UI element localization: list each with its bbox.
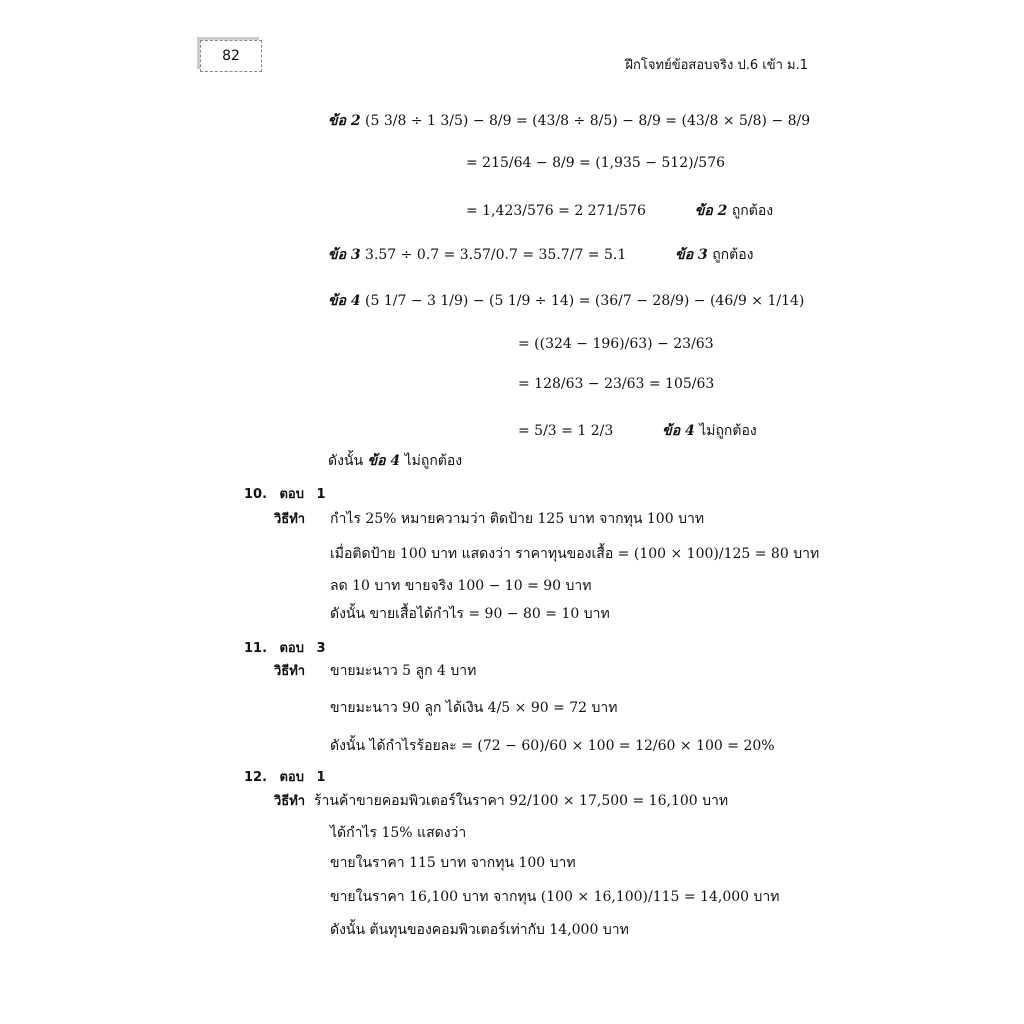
- q11-line: ขายมะนาว 5 ลูก 4 บาท: [330, 663, 477, 679]
- q11-method-row: [274, 660, 305, 681]
- q10-line: ดังนั้น ขายเสื้อได้กำไร = 90 − 80 = 10 บาท: [330, 606, 610, 622]
- item3-line1: 3.57 ÷ 0.7 = 3.57/0.7 = 35.7/7 = 5.1: [365, 247, 627, 263]
- item2-verdict: ถูกต้อง: [731, 203, 774, 219]
- page-number: 82: [200, 40, 262, 72]
- q10-line: กำไร 25% หมายความว่า ติดป้าย 125 บาท จากทุน 100 บาท: [330, 511, 705, 527]
- item2-line3-row: [466, 200, 773, 222]
- item2-label: ข้อ 2: [328, 113, 361, 129]
- conclusion-row: [328, 450, 462, 472]
- item4-line4: = 5/3 = 1 2/3: [518, 423, 614, 439]
- q12-line: ขายในราคา 115 บาท จากทุน 100 บาท: [330, 855, 576, 871]
- q12-number: 12.: [244, 770, 268, 785]
- item4-line1-row: [328, 290, 804, 312]
- q11-method-label: วิธีทำ: [274, 664, 306, 679]
- conclusion-text: ไม่ถูกต้อง: [404, 453, 463, 469]
- item4-label: ข้อ 4: [328, 293, 361, 309]
- q11-answer-label: ตอบ: [279, 641, 304, 656]
- q12-header: [244, 766, 326, 787]
- item3-row: [328, 244, 753, 266]
- q12-answer: 1: [316, 770, 326, 785]
- item2-line3: = 1,423/576 = 2 271/576: [466, 203, 646, 219]
- q10-number: 10.: [244, 487, 268, 502]
- q12-method-row: [274, 790, 305, 811]
- book-title: ฝึกโจทย์ข้อสอบจริง ป.6 เข้า ม.1: [625, 58, 808, 73]
- item2-verdict-label: ข้อ 2: [694, 203, 728, 219]
- conclusion-label: ข้อ 4: [367, 453, 401, 469]
- conclusion-prefix: ดังนั้น: [328, 453, 364, 469]
- q12-method-label: วิธีทำ: [274, 794, 306, 809]
- item3-label: ข้อ 3: [328, 247, 361, 263]
- q12-line: ร้านค้าขายคอมพิวเตอร์ในราคา 92/100 × 17,500 = 16,100 บาท: [314, 793, 729, 809]
- q12-line: ขายในราคา 16,100 บาท จากทุน (100 × 16,100)/115 = 14,000 บาท: [330, 889, 780, 905]
- item4-verdict: ไม่ถูกต้อง: [699, 423, 757, 439]
- q11-line: ขายมะนาว 90 ลูก ได้เงิน 4/5 × 90 = 72 บาท: [330, 700, 618, 716]
- q10-method-row: [274, 508, 305, 529]
- item4-line3: = 128/63 − 23/63 = 105/63: [518, 376, 715, 392]
- item4-verdict-label: ข้อ 4: [662, 423, 695, 439]
- q12-answer-label: ตอบ: [279, 770, 304, 785]
- item3-verdict: ถูกต้อง: [712, 247, 754, 263]
- q12-line: ดังนั้น ต้นทุนของคอมพิวเตอร์เท่ากับ 14,000 บาท: [330, 922, 629, 938]
- q11-number: 11.: [244, 641, 268, 656]
- q10-line: เมื่อติดป้าย 100 บาท แสดงว่า ราคาทุนของเสื้อ = (100 × 100)/125 = 80 บาท: [330, 546, 820, 562]
- item4-line1: (5 1/7 − 3 1/9) − (5 1/9 ÷ 14) = (36/7 − 28/9) − (46/9 × 1/14): [365, 293, 805, 309]
- item2-line2: = 215/64 − 8/9 = (1,935 − 512)/576: [466, 155, 726, 171]
- q10-answer-label: ตอบ: [279, 487, 304, 502]
- item4-line2: = ((324 − 196)/63) − 23/63: [518, 336, 714, 352]
- item2-line1: (5 3/8 ÷ 1 3/5) − 8/9 = (43/8 ÷ 8/5) − 8/9 = (43/8 × 5/8) − 8/9: [365, 113, 811, 129]
- item4-line4-row: [518, 420, 757, 442]
- q11-answer: 3: [316, 641, 326, 656]
- q11-header: [244, 637, 326, 658]
- q10-line: ลด 10 บาท ขายจริง 100 − 10 = 90 บาท: [330, 578, 592, 594]
- item3-verdict-label: ข้อ 3: [675, 247, 708, 263]
- q10-answer: 1: [316, 487, 326, 502]
- q11-line: ดังนั้น ได้กำไรร้อยละ = (72 − 60)/60 × 100 = 12/60 × 100 = 20%: [330, 738, 775, 754]
- item2-line1-row: [328, 110, 810, 132]
- q10-method-label: วิธีทำ: [274, 512, 306, 527]
- q10-header: [244, 483, 326, 504]
- q12-line: ได้กำไร 15% แสดงว่า: [330, 825, 467, 841]
